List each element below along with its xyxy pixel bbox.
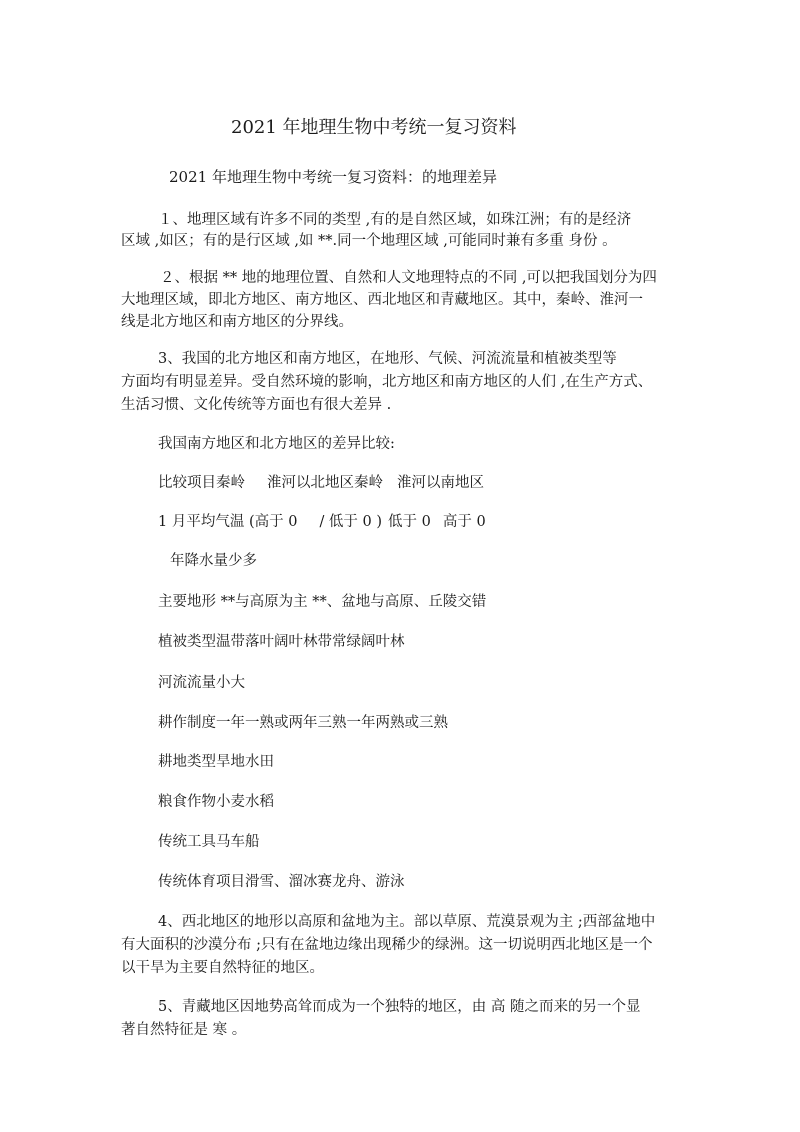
paragraph-4-line-2: 有大面积的沙漠分布 ;只有在盆地边缘出现稀少的绿洲。这一切说明西北地区是一个 (121, 937, 653, 953)
row-river: 河流流量小大 (158, 675, 245, 691)
document-subtitle: 2021 年地理生物中考统一复习资料：的地理差异 (169, 168, 497, 186)
row-farmland: 耕地类型旱地水田 (158, 754, 274, 770)
row-sports: 传统体育项目滑雪、溜冰赛龙舟、游泳 (158, 874, 405, 890)
paragraph-4-line-1: 4、西北地区的地形以高原和盆地为主。部以草原、荒漠景观为主 ;西部盆地中 (158, 914, 656, 930)
header-item: 比较项目秦岭 (158, 475, 245, 491)
row-temperature (158, 512, 486, 532)
temperature-low: 低于 0 (388, 514, 431, 530)
document-title: 2021 年地理生物中考统一复习资料 (231, 117, 517, 138)
row-rainfall: 年降水量少多 (170, 553, 257, 569)
paragraph-3-line-2: 方面均有明显差异。受自然环境的影响，北方地区和南方地区的人们 ,在生产方式、 (121, 374, 653, 390)
paragraph-3-line-1: 3、我国的北方地区和南方地区，在地形、气候、河流流量和植被类型等 (158, 351, 617, 367)
comparison-header-row (158, 473, 484, 493)
temperature-north: / 低于 0 ) (319, 514, 383, 530)
paragraph-2-line-1: ２、根据 ** 地的地理位置、自然和人文地理特点的不同 ,可以把我国划分为四 (160, 270, 657, 286)
paragraph-3-line-3: 生活习惯、文化传统等方面也有很大差异 . (121, 397, 392, 413)
header-south: 淮河以南地区 (397, 475, 484, 491)
paragraph-1-line-2: 区域 ,如区；有的是行区域 ,如 **.同一个地理区域 ,可能同时兼有多重 身份 。 (121, 233, 617, 249)
temperature-label: 1 月平均气温 (高于 0 (158, 514, 298, 530)
row-vegetation: 植被类型温带落叶阔叶林带常绿阔叶林 (158, 634, 405, 650)
header-north: 淮河以北地区秦岭 (267, 475, 383, 491)
row-farming-system: 耕作制度一年一熟或两年三熟一年两熟或三熟 (158, 715, 448, 731)
paragraph-5-line-1: 5、青藏地区因地势高耸而成为一个独特的地区，由 高 随之而来的另一个显 (158, 999, 641, 1015)
paragraph-4-line-3: 以干旱为主要自然特征的地区。 (121, 960, 324, 976)
paragraph-2-line-3: 线是北方地区和南方地区的分界线。 (121, 314, 353, 330)
row-transport: 传统工具马车船 (158, 834, 260, 850)
row-crops: 粮食作物小麦水稻 (158, 794, 274, 810)
paragraph-2-line-2: 大地理区域，即北方地区、南方地区、西北地区和青藏地区。其中，秦岭、淮河一 (121, 292, 643, 308)
paragraph-1-line-1: １、地理区域有许多不同的类型 ,有的是自然区域，如珠江洲；有的是经济 (158, 212, 632, 228)
paragraph-5-line-2: 著自然特征是 寒 。 (121, 1022, 247, 1038)
row-terrain: 主要地形 **与高原为主 **、盆地与高原、丘陵交错 (158, 594, 487, 610)
comparison-heading: 我国南方地区和北方地区的差异比较: (158, 436, 395, 452)
temperature-high: 高于 0 (442, 514, 486, 530)
